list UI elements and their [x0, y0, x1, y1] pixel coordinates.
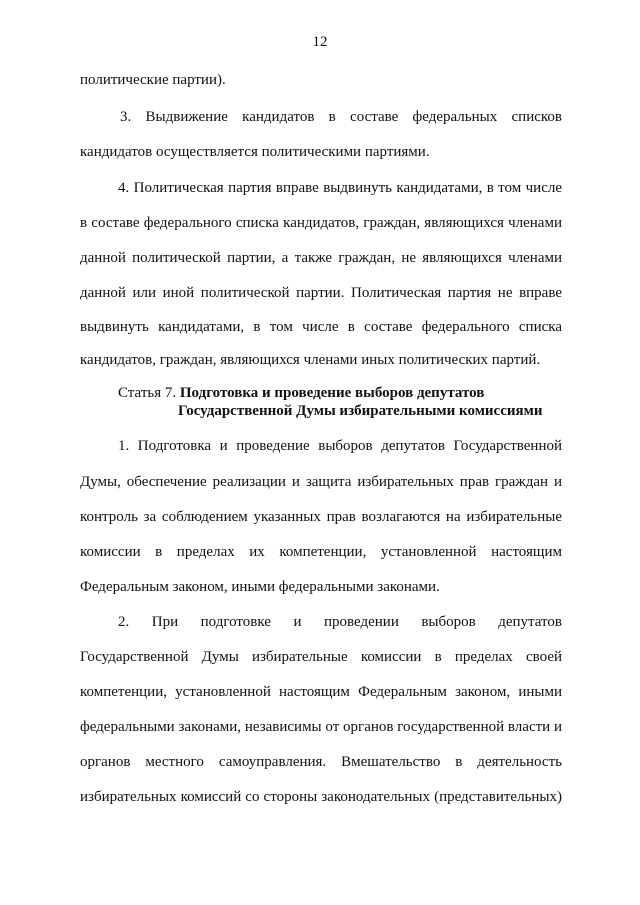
paragraph-line: 4. Политическая партия вправе выдвинуть кандидатами, в том числе — [118, 180, 562, 196]
paragraph-line: федеральными законами, независимы от органов государственной власти и — [80, 719, 562, 735]
paragraph-line: контроль за соблюдением указанных прав возлагаются на избирательные — [80, 509, 562, 525]
article-title-line-1: Подготовка и проведение выборов депутатов — [179, 385, 485, 401]
page-number: 12 — [312, 34, 328, 50]
paragraph-line: компетенции, установленной настоящим Федеральным законом, иными — [80, 684, 562, 700]
paragraph-line: 2. При подготовке и проведении выборов депутатов — [118, 614, 562, 630]
paragraph-line: избирательных комиссий со стороны законодательных (представительных) — [80, 789, 562, 805]
paragraph-line: политические партии). — [80, 72, 226, 88]
article-heading — [118, 384, 578, 420]
paragraph-line: кандидатов, граждан, являющихся членами иных политических партий. — [80, 352, 541, 368]
article-prefix: Статья 7. — [118, 385, 177, 401]
paragraph-line: выдвинуть кандидатами, в том числе в составе федерального списка — [80, 319, 562, 335]
paragraph-line: данной или иной политической партии. Политическая партия не вправе — [80, 285, 562, 301]
paragraph-line: 1. Подготовка и проведение выборов депутатов Государственной — [118, 438, 562, 454]
paragraph-line: в составе федерального списка кандидатов, граждан, являющихся членами — [80, 215, 562, 231]
paragraph-line: данной политической партии, а также граждан, не являющихся членами — [80, 250, 562, 266]
article-title-line-2: Государственной Думы избирательными комиссиями — [178, 403, 543, 419]
paragraph-line: кандидатов осуществляется политическими партиями. — [80, 144, 430, 160]
paragraph-line: Федеральным законом, иными федеральными законами. — [80, 579, 440, 595]
paragraph-line: Думы, обеспечение реализации и защита избирательных прав граждан и — [80, 474, 562, 490]
paragraph-line: 3. Выдвижение кандидатов в составе федеральных списков — [120, 109, 562, 125]
paragraph-line: Государственной Думы избирательные комиссии в пределах своей — [80, 649, 562, 665]
paragraph-line: комиссии в пределах их компетенции, установленной настоящим — [80, 544, 562, 560]
paragraph-line: органов местного самоуправления. Вмешательство в деятельность — [80, 754, 562, 770]
